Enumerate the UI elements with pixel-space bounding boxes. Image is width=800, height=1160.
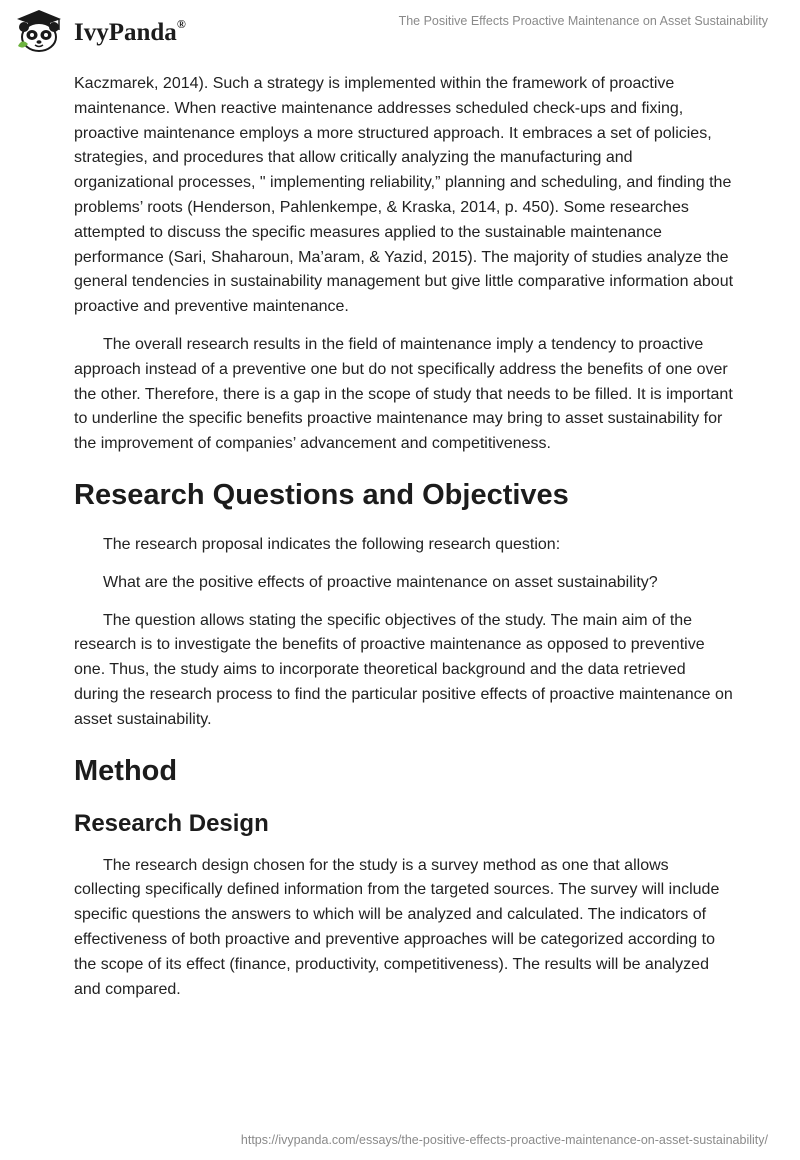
paragraph-research-question-intro: The research proposal indicates the following research question: <box>103 535 561 553</box>
registered-mark: ® <box>176 16 186 31</box>
paragraph-continuation: Kaczmarek, 2014). Such a strategy is implemented within the framework of proactive maintenance. When reactive maintenance addresses scheduled check-ups and fixing, proactive maintenance employs a more structured approach. It embraces a set of policies, strategies, and procedures that allow critically analyzing the manufacturing and organizational processes, " implementing reliability,” planning and scheduling, and finding the problems’ roots (Henderson, Pahlenkempe, & Kraska, 2014, p. 450). Some researches attempted to discuss the specific measures applied to the sustainable maintenance performance (Sari, Shaharoun, Ma’aram, & Yazid, 2015). The majority of studies analyze the general tendencies in sustainability management but give little comparative information about proactive and preventive maintenance. <box>74 75 734 316</box>
paragraph-research-gap: The overall research results in the field of maintenance imply a tendency to proactive approach instead of a preventive one but do not specifically address the benefits of one over the other. Therefore, there is a gap in the scope of study that needs to be filled. It is important to underline the specific benefits proactive maintenance may bring to asset sustainability for the improvement of companies’ advancement and competitiveness. <box>74 335 733 453</box>
paragraph-research-question: What are the positive effects of proactive maintenance on asset sustainability? <box>103 573 658 591</box>
panda-graduate-logo-icon[interactable] <box>14 8 64 54</box>
brand-name[interactable] <box>74 16 186 47</box>
paragraph-research-design: The research design chosen for the study is a survey method as one that allows collecting specifically defined information from the targeted sources. The survey will include specific questions the answers to which will be analyzed and calculated. The indicators of effectiveness of both proactive and preventive approaches will be categorized according to the scope of its effect (finance, productivity, competitiveness). The results will be analyzed and compared. <box>74 856 720 998</box>
heading-research-questions: Research Questions and Objectives <box>74 478 569 511</box>
essay-content <box>74 72 734 1015</box>
source-url-link[interactable]: https://ivypanda.com/essays/the-positive-effects-proactive-maintenance-on-asset-sustainability/ <box>240 1133 768 1147</box>
heading-research-design: Research Design <box>74 809 269 837</box>
paragraph-objectives: The question allows stating the specific objectives of the study. The main aim of the research is to investigate the benefits of proactive maintenance as opposed to preventive one. Thus, the study aims to incorporate theoretical background and the data retrieved during the research process to find the particular positive effects of proactive maintenance on asset sustainability. <box>74 611 733 728</box>
document-title: The Positive Effects Proactive Maintenance on Asset Sustainability <box>398 14 768 28</box>
page-header <box>0 0 800 64</box>
brand-text: IvyPanda <box>74 19 177 46</box>
heading-method: Method <box>74 754 178 787</box>
